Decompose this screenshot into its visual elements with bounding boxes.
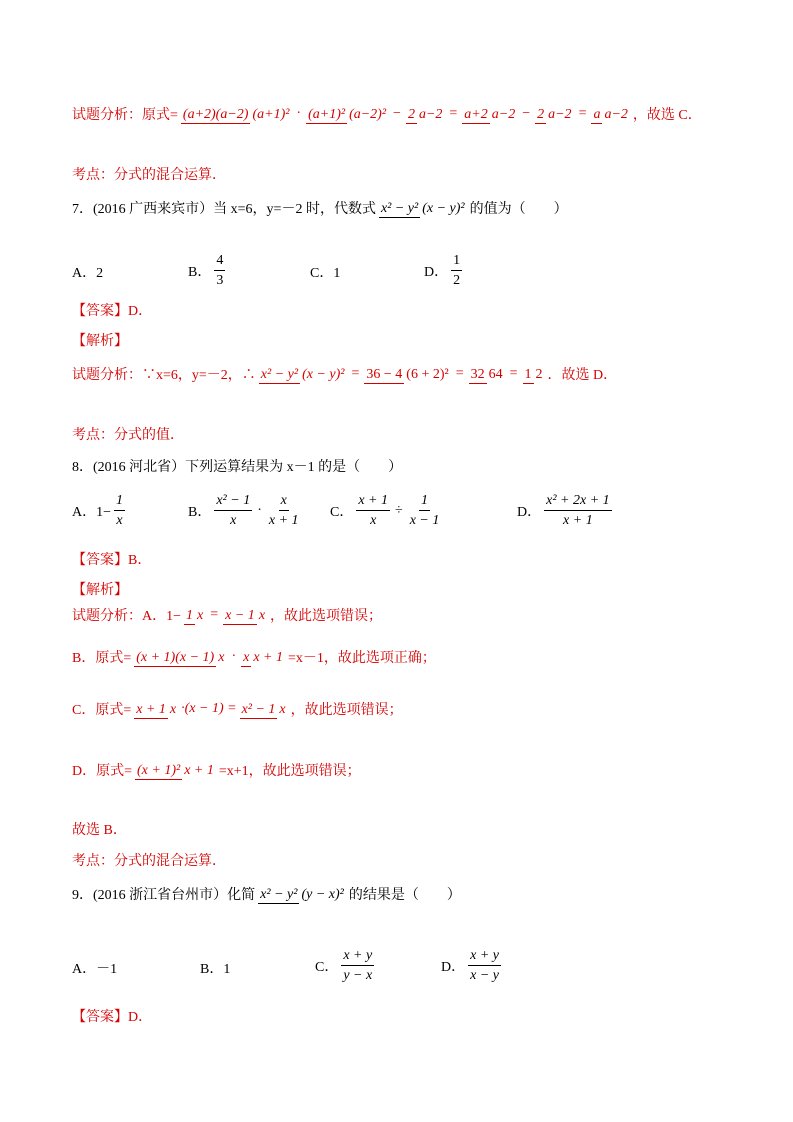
fraction: (x + 1)² x + 1 <box>137 762 214 778</box>
q7-option-a: A．2 <box>72 266 104 281</box>
q7-analysis: 试题分析：∵x=6，y=－2，∴ x² − y² (x − y)² = 36 − 4 (6 + 2)² = 32 64 = 1 2 ．故选 D． <box>72 366 618 383</box>
q7-option-d: D． $\frac{1}{2}$ <box>424 253 461 288</box>
q8-option-b: B． $\frac{\text{x² − 1}}{x}$ · $\frac{x}{x + 1}$ <box>188 493 299 528</box>
q8-option-d: D． $\frac{\text{x² + 2x + 1}}{x + 1}$ <box>517 493 610 528</box>
q8-option-c: C． $\frac{x + 1}{x}$ ÷ $\frac{1}{x - 1}$ <box>330 493 440 528</box>
fraction: $\frac{1}{x}$ <box>116 493 124 528</box>
fraction: $\frac{1}{x - 1}$ <box>409 493 440 528</box>
fraction: (x + 1)(x − 1) x <box>136 649 225 665</box>
fraction: x² − y² (x − y)² <box>380 200 465 216</box>
fraction: 2 a−2 <box>537 106 572 122</box>
fraction: 1 2 <box>524 366 543 382</box>
fraction: x + 1 x <box>136 701 177 717</box>
q8-analysis-d: D．原式= (x + 1)² x + 1 =x+1，故此选项错误； <box>72 762 361 779</box>
q9-option-a: A．－1 <box>72 962 118 977</box>
fraction: 36 − 4 (6 + 2)² <box>366 366 449 382</box>
q8-kaodian: 考点：分式的混合运算． <box>72 854 226 869</box>
fraction: $\frac{4}{3}$ <box>216 253 224 288</box>
q8-option-a: A．1− $\frac{1}{x}$ <box>72 493 124 528</box>
fraction: a a−2 <box>593 106 628 122</box>
question-9: 9．(2016 浙江省台州市）化简 x² − y² (y − x)² 的结果是（ ） <box>72 886 461 903</box>
q8-answer: 【答案】B． <box>72 553 152 568</box>
fraction: $\frac{x + 1}{x}$ <box>358 493 389 528</box>
q7-kaodian: 考点：分式的值． <box>72 428 184 443</box>
fraction: $\frac{1}{2}$ <box>453 253 461 288</box>
q9-option-d: D． $\frac{x + y}{x - y}$ <box>441 948 499 983</box>
question-8: 8．(2016 河北省）下列运算结果为 x－1 的是（ ） <box>72 460 403 475</box>
question-7: 7．(2016 广西来宾市）当 x=6，y=－2 时，代数式 x² − y² (x − y)² 的值为（ ） <box>72 200 568 217</box>
q9-option-c: C． $\frac{x + y}{y - x}$ <box>315 948 373 983</box>
fraction: 2 a−2 <box>407 106 443 122</box>
fraction: $\frac{\text{x² − 1}}{x}$ <box>216 493 251 528</box>
q8-guxuan: 故选 B． <box>72 823 127 838</box>
fraction: $\frac{x + y}{y - x}$ <box>343 948 373 983</box>
fraction: x² − y² (x − y)² <box>260 366 345 382</box>
q8-jiexi: 【解析】 <box>72 583 128 598</box>
fraction: 32 64 <box>470 366 503 382</box>
q9-answer: 【答案】D． <box>72 1010 153 1025</box>
analysis-lead: 试题分析：原式= <box>72 108 178 123</box>
q7-answer: 【答案】D． <box>72 304 153 319</box>
fraction: $\frac{x}{x + 1}$ <box>268 493 299 528</box>
fraction: x² − y² (y − x)² <box>260 886 344 902</box>
fraction: x − 1 x <box>225 607 266 623</box>
kaodian-1: 考点：分式的混合运算． <box>72 168 226 183</box>
fraction: a+2 a−2 <box>464 106 516 122</box>
q7-option-b: B． $\frac{4}{3}$ <box>188 253 224 288</box>
q7-option-c: C．1 <box>310 266 341 281</box>
q7-jiexi: 【解析】 <box>72 334 128 349</box>
fraction: 1 x <box>186 607 204 623</box>
q8-analysis-b: B．原式= (x + 1)(x − 1) x · x x + 1 =x－1，故此选项正确； <box>72 649 436 666</box>
analysis-line-1: 试题分析：原式= (a+2)(a−2) (a+1)² · (a+1)² (a−2)² − 2 a−2 = a+2 a−2 − 2 a−2 = a a−2 ，故选 C． <box>72 106 702 123</box>
q8-analysis-c: C．原式= x + 1 x ·(x − 1) = x² − 1 x ，故此选项错误； <box>72 701 403 718</box>
q9-option-b: B．1 <box>200 962 231 977</box>
fraction: $\frac{\text{x² + 2x + 1}}{x + 1}$ <box>546 493 610 528</box>
fraction: x² − 1 x <box>241 701 286 717</box>
q8-analysis-a: 试题分析：A．1− 1 x = x − 1 x ，故此选项错误； <box>72 607 383 624</box>
fraction: (a+1)² (a−2)² <box>308 106 387 122</box>
fraction: x x + 1 <box>243 649 283 665</box>
fraction: $\frac{x + y}{x - y}$ <box>470 948 499 983</box>
fraction: (a+2)(a−2) (a+1)² <box>182 106 290 122</box>
